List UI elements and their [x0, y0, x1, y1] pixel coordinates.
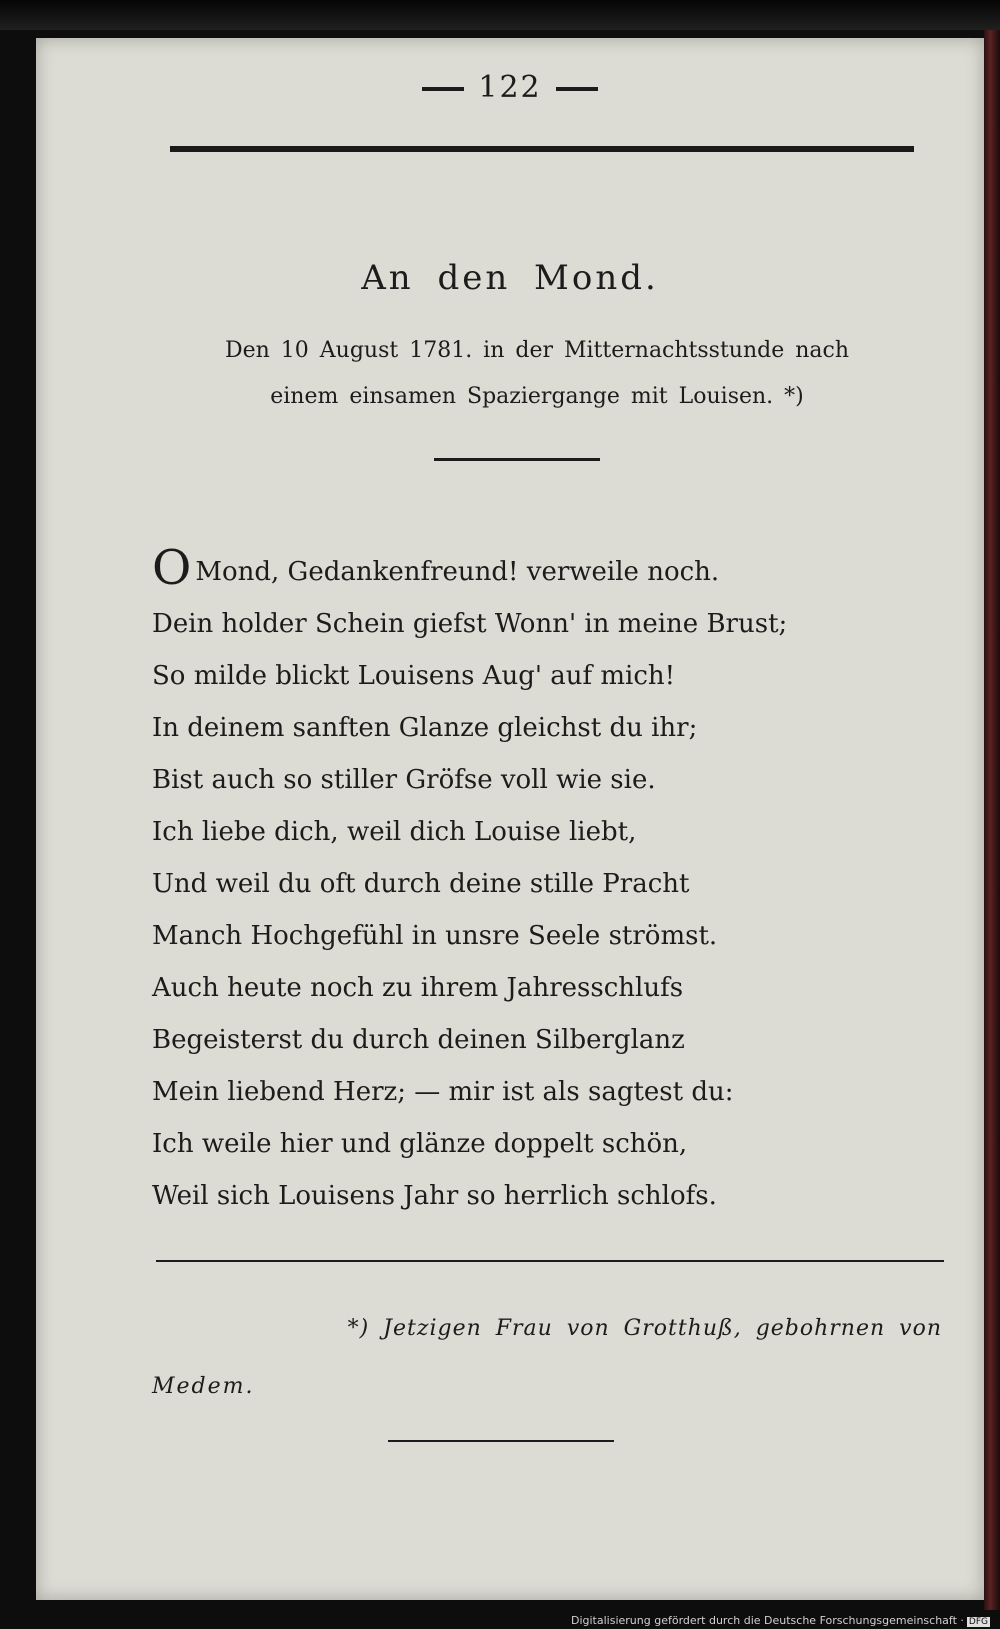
poem-line: In deinem sanften Glanze gleichst du ihr;: [152, 713, 698, 743]
footnote-line-1: *) Jetzigen Frau von Grotthuß, gebohrnen von: [347, 1316, 942, 1341]
poem-line: Dein holder Schein giefst Wonn' in meine Brust;: [152, 609, 788, 639]
poem-title: An den Mond.: [361, 258, 659, 298]
book-spine: [984, 30, 1000, 1610]
footnote-rule: [156, 1260, 944, 1262]
header-rule: [170, 146, 914, 152]
poem-line: [152, 540, 932, 598]
poem-line: Bist auch so stiller Gröfse voll wie sie.: [152, 765, 656, 795]
poem-line: Auch heute noch zu ihrem Jahresschlufs: [152, 973, 684, 1003]
subtitle-line-2: einem einsamen Spaziergange mit Louisen. *): [270, 384, 804, 409]
poem-line: Ich weile hier und glänze doppelt schön,: [152, 1129, 688, 1159]
poem-line: Ich liebe dich, weil dich Louise liebt,: [152, 817, 637, 847]
subtitle-line-1: Den 10 August 1781. in der Mitternachtsstunde nach: [224, 338, 850, 363]
page-number: [36, 70, 984, 105]
book-top-edge: [0, 0, 1000, 30]
credit-text: Digitalisierung gefördert durch die Deutsche Forschungsgemeinschaft ·: [570, 1614, 964, 1627]
page-number-text: 122: [478, 70, 542, 105]
poem-line: Mein liebend Herz; — mir ist als sagtest du:: [152, 1077, 734, 1107]
end-rule: [388, 1440, 614, 1442]
page-number-dash-right: [556, 87, 598, 91]
digitization-credit: [571, 1614, 990, 1627]
footnote-line-2: Medem.: [152, 1374, 255, 1399]
title-divider: [434, 458, 600, 461]
poem-initial-letter: O: [152, 540, 192, 596]
poem-line: Manch Hochgefühl in unsre Seele strömst.: [152, 921, 718, 951]
poem-body: [152, 540, 932, 1222]
poem-line: Und weil du oft durch deine stille Pracht: [152, 869, 690, 899]
page-number-dash-left: [422, 87, 464, 91]
poem-line: Weil sich Louisens Jahr so herrlich schlofs.: [152, 1181, 717, 1211]
dfg-logo: DFG: [968, 1617, 988, 1627]
poem-line: Begeisterst du durch deinen Silberglanz: [152, 1025, 685, 1055]
poem-line: So milde blickt Louisens Aug' auf mich!: [152, 661, 676, 691]
footnote: [152, 1300, 942, 1416]
poem-subtitle: [152, 328, 922, 420]
poem-line-text: Mond, Gedankenfreund! verweile noch.: [195, 557, 720, 587]
book-page: [36, 38, 984, 1600]
